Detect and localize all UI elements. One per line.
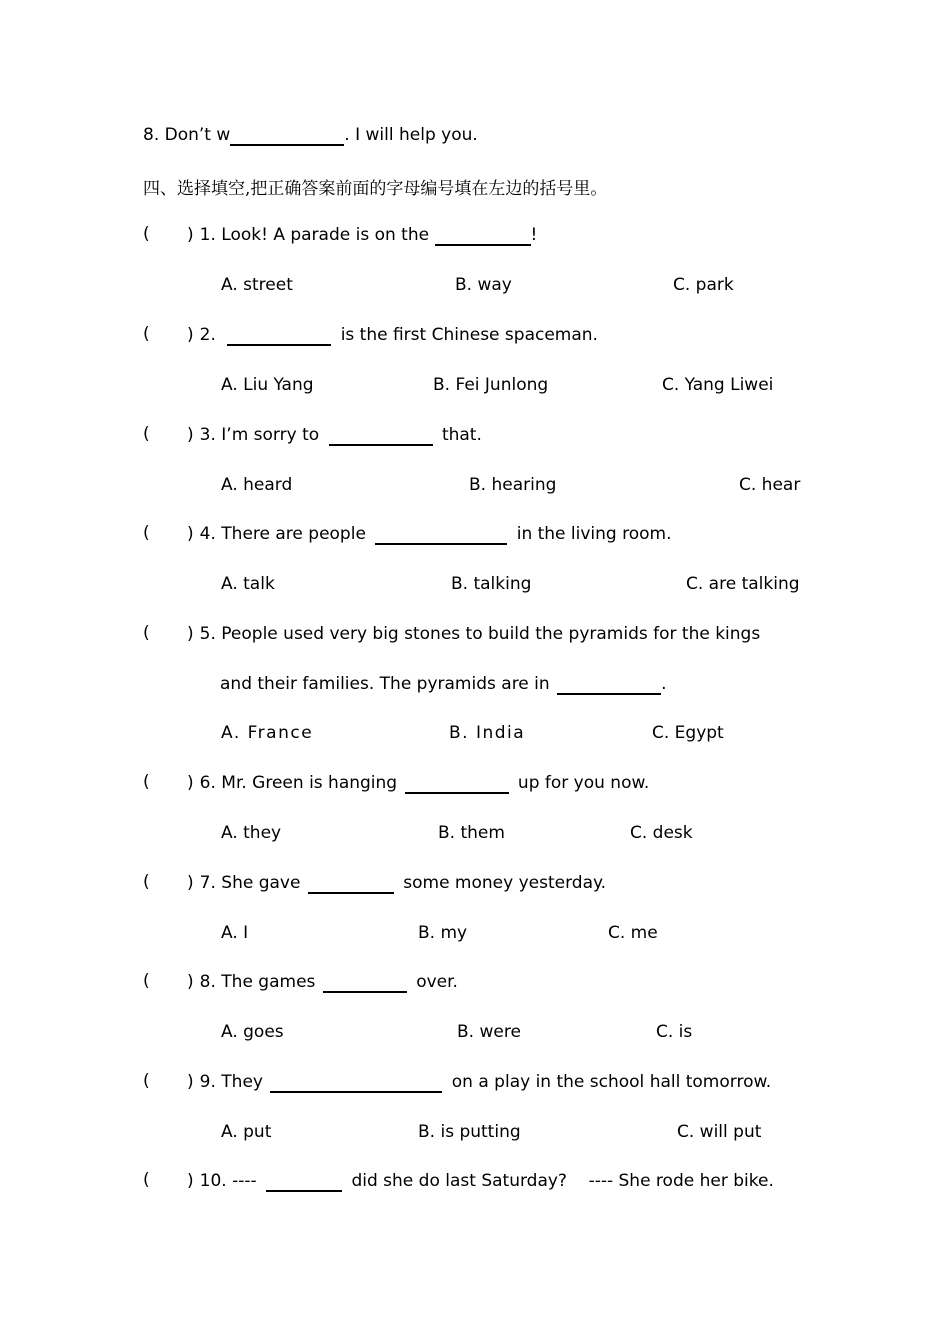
- option-b: B. talking: [451, 574, 532, 594]
- option-b: B. them: [438, 823, 505, 843]
- option-c: C. will put: [677, 1122, 762, 1142]
- question-9: ) 9. They on a play in the school hall tomorrow.: [187, 1072, 772, 1092]
- option-c: C. desk: [630, 823, 693, 843]
- option-b: B. hearing: [469, 475, 557, 495]
- question-text: . I will help you.: [344, 125, 478, 145]
- answer-paren-open[interactable]: (: [143, 872, 150, 892]
- answer-paren-open[interactable]: (: [143, 224, 150, 244]
- option-c: C. are talking: [686, 574, 800, 594]
- answer-paren-open[interactable]: (: [143, 523, 150, 543]
- option-c: C. Yang Liwei: [662, 375, 774, 395]
- question-7: ) 7. She gave some money yesterday.: [187, 873, 607, 893]
- option-b: B. way: [455, 275, 512, 295]
- option-b: B. were: [457, 1022, 521, 1042]
- option-a: A. I: [221, 923, 249, 943]
- question-8: ) 8. The games over.: [187, 972, 458, 992]
- option-b: B. Fei Junlong: [433, 375, 549, 395]
- answer-blank[interactable]: [230, 126, 344, 146]
- option-a: A. France: [221, 723, 314, 743]
- answer-blank[interactable]: [227, 326, 331, 346]
- option-a: A. put: [221, 1122, 272, 1142]
- answer-blank[interactable]: [266, 1172, 342, 1192]
- question-4: ) 4. There are people in the living room.: [187, 524, 672, 544]
- answer-blank[interactable]: [329, 426, 433, 446]
- answer-paren-open[interactable]: (: [143, 1170, 150, 1190]
- option-c: C. is: [656, 1022, 693, 1042]
- answer-blank[interactable]: [405, 774, 509, 794]
- answer-paren-open[interactable]: (: [143, 623, 150, 643]
- option-a: A. heard: [221, 475, 293, 495]
- answer-paren-open[interactable]: (: [143, 324, 150, 344]
- question-1: ) 1. Look! A parade is on the !: [187, 225, 538, 245]
- question-6: ) 6. Mr. Green is hanging up for you now.: [187, 773, 650, 793]
- answer-blank[interactable]: [308, 874, 394, 894]
- answer-blank[interactable]: [270, 1073, 442, 1093]
- answer-blank[interactable]: [557, 675, 661, 695]
- question-10: ) 10. ---- did she do last Saturday? ---- She rode her bike.: [187, 1171, 774, 1191]
- option-a: A. Liu Yang: [221, 375, 314, 395]
- option-c: C. Egypt: [652, 723, 724, 743]
- option-b: B. is putting: [418, 1122, 521, 1142]
- prev-question-8: [143, 124, 478, 146]
- option-a: A. they: [221, 823, 282, 843]
- question-5: ) 5. People used very big stones to build the pyramids for the kings: [187, 624, 761, 644]
- answer-blank[interactable]: [375, 525, 507, 545]
- question-2: ) 2. is the first Chinese spaceman.: [187, 325, 598, 345]
- answer-blank[interactable]: [435, 226, 531, 246]
- option-c: C. hear: [739, 475, 801, 495]
- question-text: 8. Don’t w: [143, 125, 231, 145]
- option-c: C. me: [608, 923, 658, 943]
- option-a: A. talk: [221, 574, 275, 594]
- option-c: C. park: [673, 275, 734, 295]
- answer-paren-open[interactable]: (: [143, 971, 150, 991]
- question-3: ) 3. I’m sorry to that.: [187, 425, 482, 445]
- option-a: A. goes: [221, 1022, 284, 1042]
- answer-paren-open[interactable]: (: [143, 424, 150, 444]
- answer-blank[interactable]: [323, 973, 407, 993]
- answer-paren-open[interactable]: (: [143, 1071, 150, 1091]
- option-b: B. my: [418, 923, 468, 943]
- answer-paren-open[interactable]: (: [143, 772, 150, 792]
- section-heading: 四、选择填空,把正确答案前面的字母编号填在左边的括号里。: [143, 179, 608, 199]
- option-a: A. street: [221, 275, 293, 295]
- question-5-line-2: and their families. The pyramids are in .: [220, 674, 667, 694]
- option-b: B. India: [449, 723, 526, 743]
